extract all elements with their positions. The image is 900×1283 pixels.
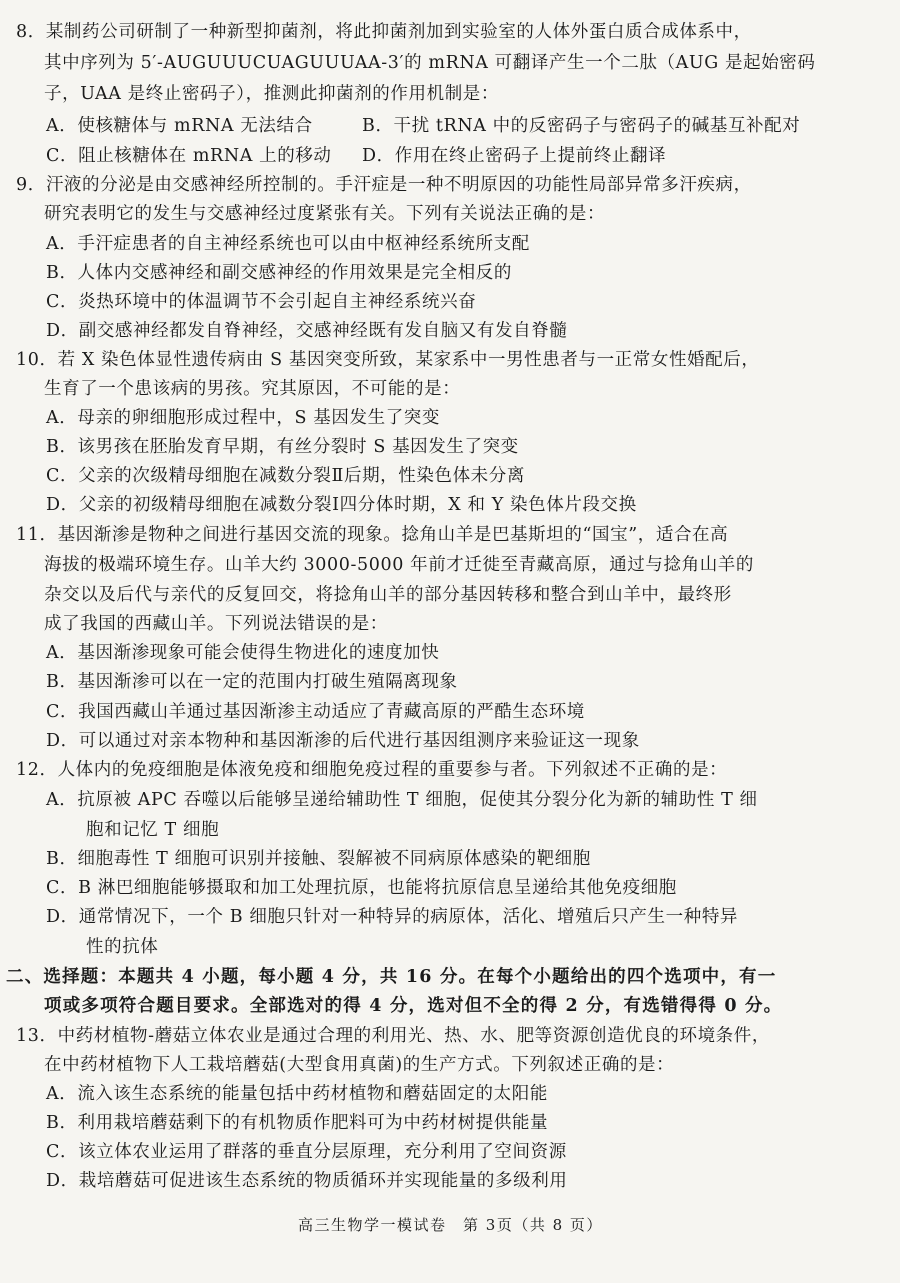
- q8-option-b: B．干扰 tRNA 中的反密码子与密码子的碱基互补配对: [362, 116, 801, 136]
- q11-stem-line-2: 海拔的极端环境生存。山羊大约 3000-5000 年前才迁徙至青藏高原，通过与捻角山羊的: [44, 555, 755, 575]
- q8-stem-line-2: 其中序列为 5′-AUGUUUCUAGUUUAA-3′的 mRNA 可翻译产生一个二肽（AUG 是起始密码: [44, 53, 816, 73]
- q11-stem-line-4: 成了我国的西藏山羊。下列说法错误的是：: [44, 614, 388, 634]
- q13-option-d: D．栽培蘑菇可促进该生态系统的物质循环并实现能量的多级利用: [46, 1171, 568, 1191]
- q9-stem-line-2: 研究表明它的发生与交感神经过度紧张有关。下列有关说法正确的是：: [44, 204, 606, 224]
- q11-option-b: B．基因渐渗可以在一定的范围内打破生殖隔离现象: [46, 672, 458, 692]
- section-2-heading-line-1: 二、选择题：本题共 4 小题，每小题 4 分，共 16 分。在每个小题给出的四个选项中，有一: [6, 967, 777, 987]
- q9-stem-line-1: 9．汗液的分泌是由交感神经所控制的。手汗症是一种不明原因的功能性局部异常多汗疾病，: [16, 175, 752, 195]
- q9-option-c: C．炎热环境中的体温调节不会引起自主神经系统兴奋: [46, 292, 477, 312]
- q10-option-d: D．父亲的初级精母细胞在减数分裂Ⅰ四分体时期，X 和 Y 染色体片段交换: [46, 495, 637, 515]
- q8-stem-line-1: 8．某制药公司研制了一种新型抑菌剂，将此抑菌剂加到实验室的人体外蛋白质合成体系中，: [16, 22, 752, 42]
- q10-stem-line-2: 生育了一个患该病的男孩。究其原因，不可能的是：: [44, 379, 461, 399]
- q9-option-b: B．人体内交感神经和副交感神经的作用效果是完全相反的: [46, 263, 512, 283]
- q10-option-c: C．父亲的次级精母细胞在减数分裂Ⅱ后期，性染色体未分离: [46, 466, 525, 486]
- q10-option-a: A．母亲的卵细胞形成过程中，S 基因发生了突变: [46, 408, 440, 428]
- q12-option-b: B．细胞毒性 T 细胞可识别并接触、裂解被不同病原体感染的靶细胞: [46, 849, 591, 869]
- q12-option-d: D．通常情况下，一个 B 细胞只针对一种特异的病原体，活化、增殖后只产生一种特异: [46, 907, 739, 927]
- section-2-heading-line-2: 项或多项符合题目要求。全部选对的得 4 分，选对但不全的得 2 分，有选错得得 0 分。: [44, 996, 783, 1016]
- q11-option-a: A．基因渐渗现象可能会使得生物进化的速度加快: [46, 643, 440, 663]
- q8-option-a: A．使核糖体与 mRNA 无法结合: [46, 116, 313, 136]
- q13-stem-line-1: 13．中药材植物-蘑菇立体农业是通过合理的利用光、热、水、肥等资源创造优良的环境条件，: [16, 1026, 770, 1046]
- q12-option-a: A．抗原被 APC 吞噬以后能够呈递给辅助性 T 细胞，促使其分裂分化为新的辅助性 T 细: [46, 790, 758, 810]
- q10-option-b: B．该男孩在胚胎发育早期，有丝分裂时 S 基因发生了突变: [46, 437, 519, 457]
- q10-stem-line-1: 10．若 X 染色体显性遗传病由 S 基因突变所致，某家系中一男性患者与一正常女性婚配后，: [16, 350, 760, 370]
- q8-option-d: D．作用在终止密码子上提前终止翻译: [362, 146, 667, 166]
- q11-option-c: C．我国西藏山羊通过基因渐渗主动适应了青藏高原的严酷生态环境: [46, 702, 585, 722]
- q8-option-c: C．阻止核糖体在 mRNA 上的移动: [46, 146, 332, 166]
- q12-stem-line-1: 12．人体内的免疫细胞是体液免疫和细胞免疫过程的重要参与者。下列叙述不正确的是：: [16, 760, 728, 780]
- q8-stem-line-3: 子，UAA 是终止密码子），推测此抑菌剂的作用机制是：: [44, 84, 499, 104]
- q13-option-c: C．该立体农业运用了群落的垂直分层原理，充分利用了空间资源: [46, 1142, 567, 1162]
- q9-option-a: A．手汗症患者的自主神经系统也可以由中枢神经系统所支配: [46, 234, 530, 254]
- q13-option-a: A．流入该生态系统的能量包括中药材植物和蘑菇固定的太阳能: [46, 1084, 548, 1104]
- q11-stem-line-3: 杂交以及后代与亲代的反复回交，将捻角山羊的部分基因转移和整合到山羊中，最终形: [44, 585, 732, 605]
- page-footer: 高三生物学一模试卷 第 3页（共 8 页）: [298, 1216, 603, 1234]
- q9-option-d: D．副交感神经都发自脊神经，交感神经既有发自脑又有发自脊髓: [46, 321, 568, 341]
- q12-option-c: C．B 淋巴细胞能够摄取和加工处理抗原，也能将抗原信息呈递给其他免疫细胞: [46, 878, 677, 898]
- q12-option-a-continued: 胞和记忆 T 细胞: [86, 820, 220, 840]
- q13-option-b: B．利用栽培蘑菇剩下的有机物质作肥料可为中药材树提供能量: [46, 1113, 549, 1133]
- q12-option-d-continued: 性的抗体: [86, 937, 159, 957]
- q11-option-d: D．可以通过对亲本物种和基因渐渗的后代进行基因组测序来验证这一现象: [46, 731, 640, 751]
- q11-stem-line-1: 11．基因渐渗是物种之间进行基因交流的现象。捻角山羊是巴基斯坦的“国宝”，适合在高: [16, 525, 729, 545]
- q13-stem-line-2: 在中药材植物下人工栽培蘑菇(大型食用真菌)的生产方式。下列叙述正确的是：: [44, 1055, 675, 1075]
